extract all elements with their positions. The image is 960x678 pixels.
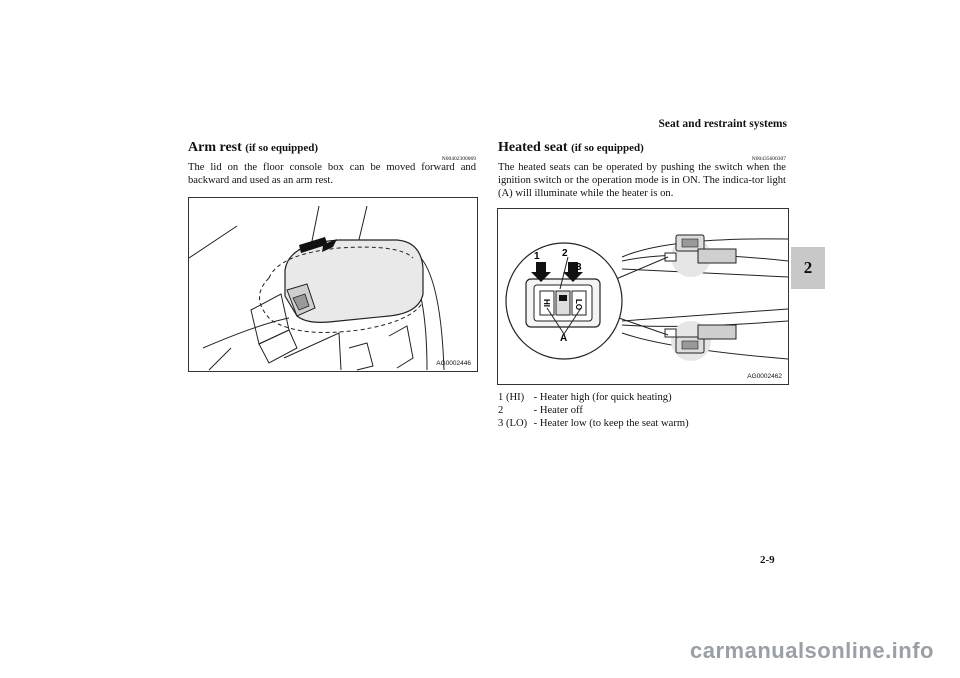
arm-rest-illustration (189, 198, 477, 371)
page-number: 2-9 (760, 554, 775, 566)
legend-desc: - Heater off (533, 405, 583, 416)
legend-list (498, 392, 689, 431)
heated-seat-paragraph: The heated seats can be operated by pushing the switch when the ignition switch or the operation mode is in ON. The indica-tor light (A) will illuminate while the heater is on. (498, 162, 786, 199)
arm-rest-figure-id: AG0002446 (436, 360, 471, 367)
arm-rest-title: Arm rest (188, 140, 242, 155)
heated-seat-note: (if so equipped) (571, 142, 644, 154)
heated-seat-figure (497, 208, 789, 385)
arm-rest-note: (if so equipped) (245, 142, 319, 154)
heated-seat-illustration (498, 209, 788, 384)
callout-3: 3 (576, 262, 582, 273)
hi-label: HI (542, 299, 551, 307)
legend-num: 1 (HI) (498, 392, 525, 403)
heated-seat-figure-id: AG0002462 (747, 373, 782, 380)
heated-seat-title: Heated seat (498, 140, 568, 155)
footer-watermark: carmanualsonline.info (690, 638, 934, 663)
legend-desc: - Heater high (for quick heating) (533, 392, 672, 403)
legend-num: 3 (LO) (498, 418, 528, 429)
arm-rest-paragraph: The lid on the floor console box can be moved forward and backward and used as an arm rest. (188, 162, 476, 186)
legend-item (498, 392, 689, 405)
heated-seat-code: N00435600307 (751, 156, 786, 162)
arm-rest-figure (188, 197, 478, 372)
running-header: Seat and restraint systems (658, 118, 787, 130)
chapter-tab: 2 (791, 247, 825, 289)
heated-seat-heading (498, 140, 644, 156)
legend-num: 2 (498, 405, 504, 416)
arm-rest-heading (188, 140, 318, 156)
callout-a: A (560, 333, 568, 344)
callout-2: 2 (562, 248, 568, 259)
legend-item (498, 418, 689, 431)
lo-label: LO (574, 299, 583, 311)
legend-item (498, 405, 689, 418)
arm-rest-code: N00402300069 (441, 156, 476, 162)
callout-1: 1 (534, 251, 540, 262)
legend-desc: - Heater low (to keep the seat warm) (533, 418, 689, 429)
